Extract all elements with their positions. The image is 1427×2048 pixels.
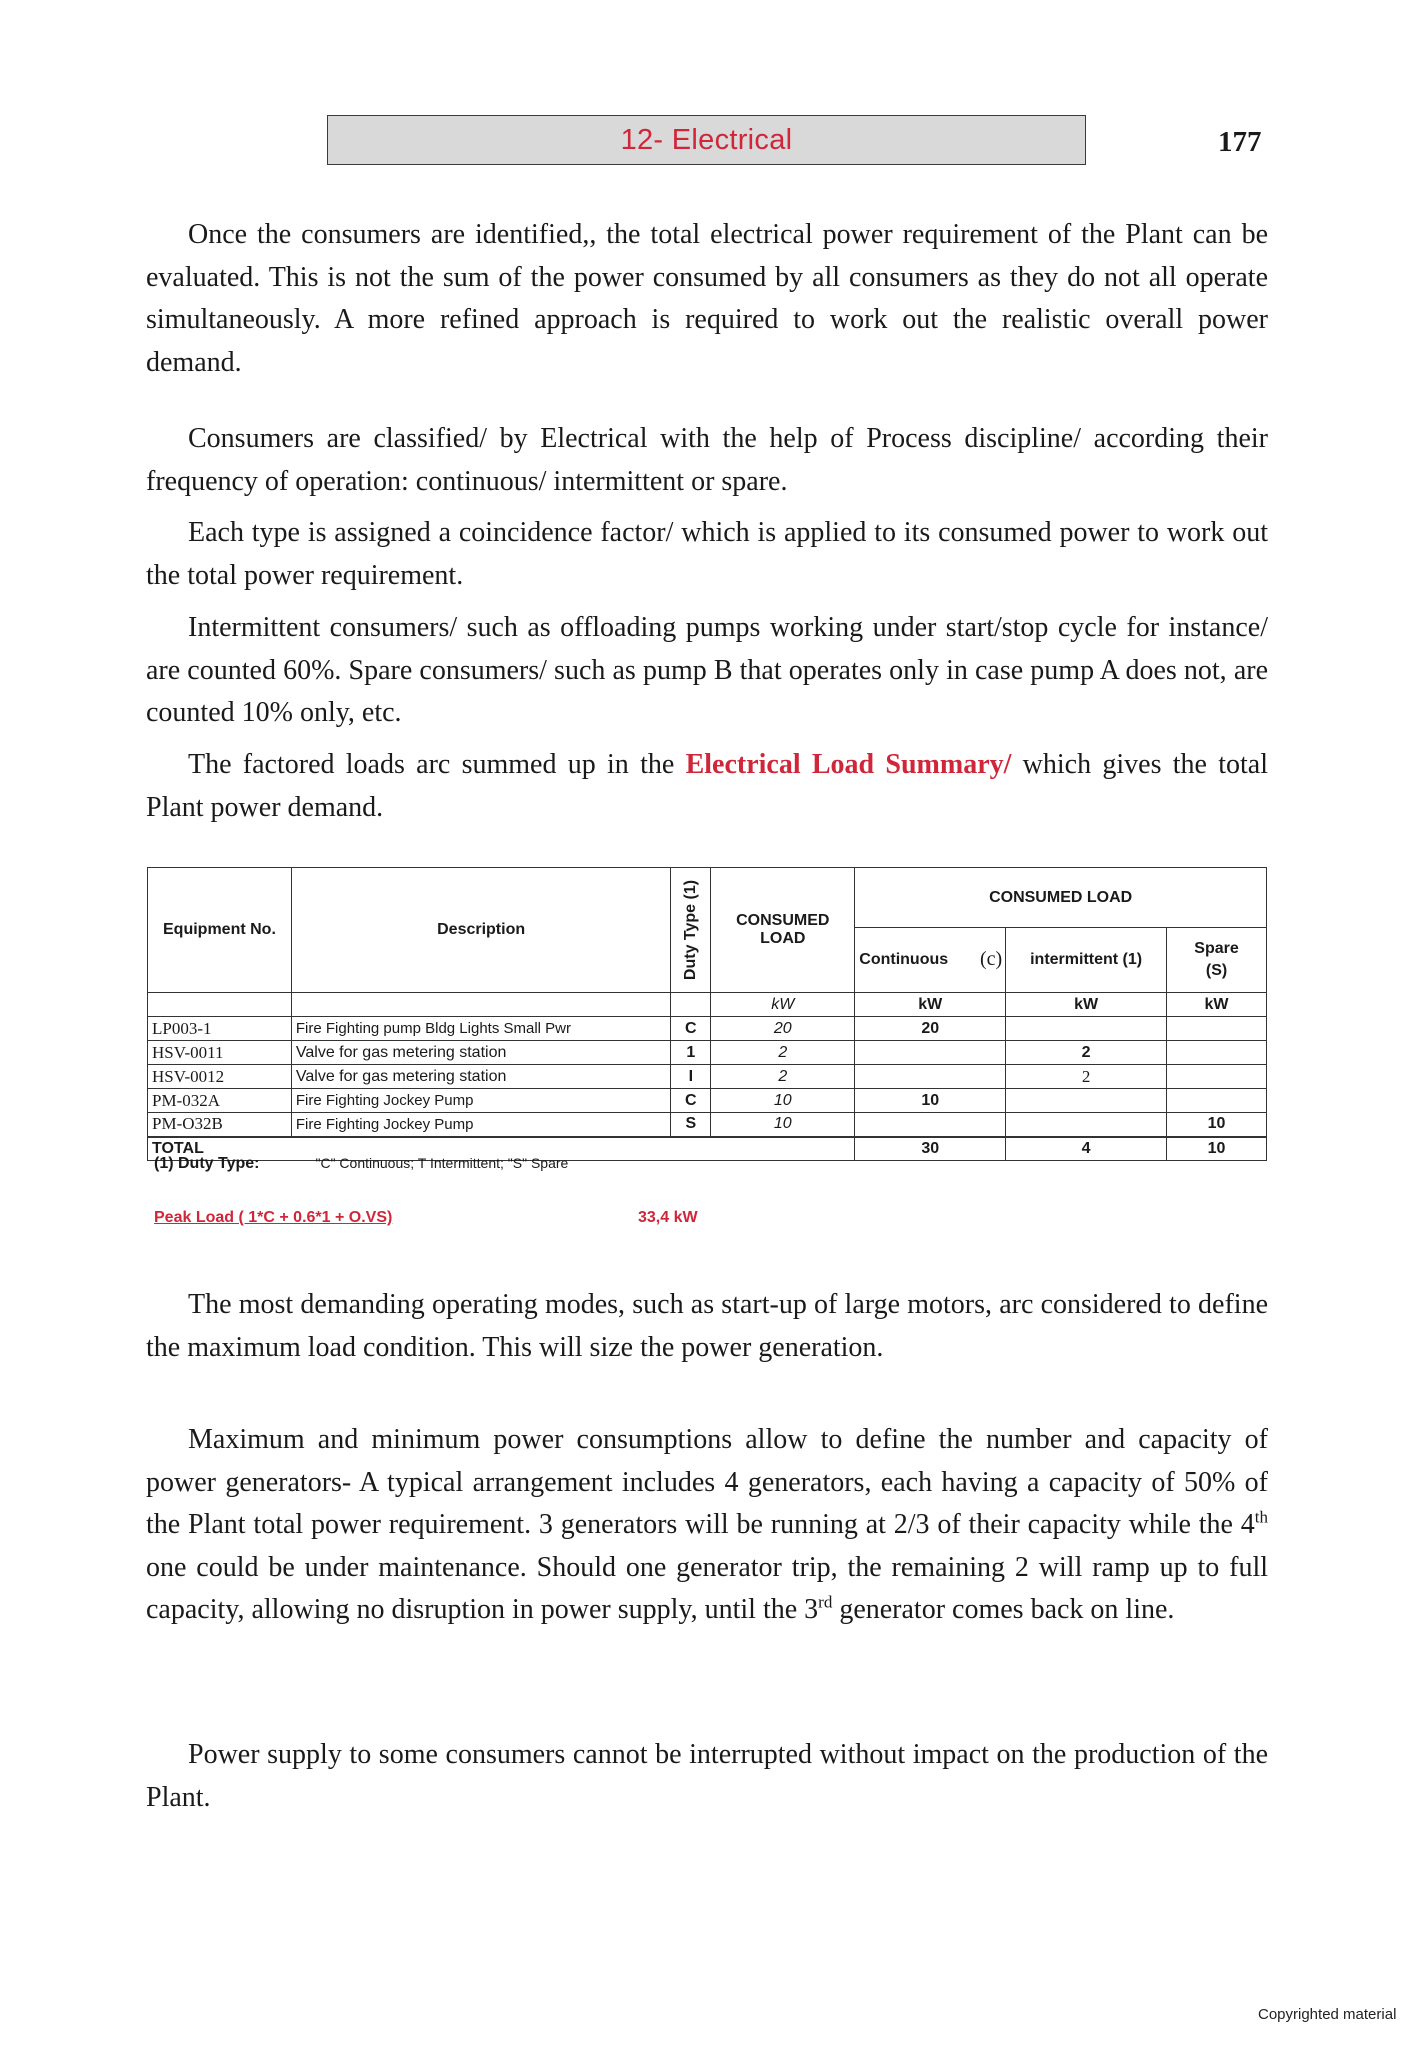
table-header-row-1 [148,868,1267,928]
description: Fire Fighting pump Bldg Lights Small Pwr [291,1017,670,1041]
header-duty-type [671,868,711,993]
page-number: 177 [1218,126,1262,158]
continuous-load: 20 [855,1017,1006,1041]
table-row [148,1041,1267,1065]
paragraph-6: The most demanding operating modes, such as start-up of large motors, arc considered to define the maximum load condition. This will size the power generation. [146,1289,1268,1363]
header-duty-type-label: Duty Type (1) [681,879,699,981]
chapter-header [327,115,1086,165]
consumed-load: 20 [711,1017,855,1041]
unit-spare: kW [1167,993,1267,1017]
table-row [148,1089,1267,1113]
continuous-load [855,1113,1006,1137]
description: Valve for gas metering station [291,1065,670,1089]
table-units-row [148,993,1267,1017]
duty-type-footnote [154,1155,568,1173]
header-continuous-label: Continuous [859,951,949,968]
header-intermittent: intermittent (1) [1006,928,1167,993]
paragraph-5-before: The factored loads arc summed up in the [188,749,686,780]
continuous-load: 10 [855,1089,1006,1113]
intermittent-load [1006,1089,1167,1113]
spare-load [1167,1089,1267,1113]
electrical-load-summary-highlight: Electrical Load Summary/ [685,749,1012,780]
description: Fire Fighting Jockey Pump [291,1113,670,1137]
consumed-load: 10 [711,1113,855,1137]
duty-type: C [671,1017,711,1041]
unit-empty [148,993,292,1017]
duty-type: C [671,1089,711,1113]
intermittent-load: 2 [1006,1041,1167,1065]
header-c-mark: (c) [979,948,1003,970]
table-row [148,1113,1267,1137]
header-continuous [855,928,1006,993]
paragraph-7-part-b: one could be under maintenance. Should one generator trip, the remaining 2 will ramp up to full capacity, allowing no disruption in power supply, until the 3 [146,1551,1268,1625]
spare-load: 10 [1167,1113,1267,1137]
paragraph-4: Intermittent consumers/ such as offloading pumps working under start/stop cycle for instance/ are counted 60%. Spare consumers/ such as pump B that operates only in case pump A does not, are counted 10% only, etc. [146,612,1268,728]
paragraph-7-part-a: Maximum and minimum power consumptions allow to define the number and capacity of power generators- A typical arrangement includes 4 generators, each having a capacity of 50% of the Plant total power requirement. 3 generators will be running at 2/3 of their capacity while the 4 [146,1424,1268,1540]
paragraph-8: Power supply to some consumers cannot be interrupted without impact on the production of the Plant. [146,1739,1268,1813]
consumed-load: 10 [711,1089,855,1113]
superscript-rd: rd [818,1592,833,1612]
duty-type: 1 [671,1041,711,1065]
header-spare-s: (S) [1205,962,1228,979]
superscript-th: th [1254,1507,1268,1527]
equipment-no: HSV-0011 [148,1041,292,1065]
footnote-label: (1) Duty Type: [154,1155,260,1172]
description: Valve for gas metering station [291,1041,670,1065]
copyright-notice: Copyrighted material [1258,2006,1397,2023]
continuous-load [855,1065,1006,1089]
table-row [148,1065,1267,1089]
intermittent-load [1006,1017,1167,1041]
spare-load [1167,1065,1267,1089]
total-spare: 10 [1167,1137,1267,1161]
unit-consumed: kW [711,993,855,1017]
unit-intermittent: kW [1006,993,1167,1017]
total-intermittent: 4 [1006,1137,1167,1161]
chapter-title: 12- Electrical [620,123,793,156]
unit-empty [291,993,670,1017]
paragraph-7-part-c: generator comes back on line. [832,1594,1175,1625]
equipment-no: PM-032A [148,1089,292,1113]
duty-type: I [671,1065,711,1089]
spare-load [1167,1017,1267,1041]
footnote-text: "C" Continuous; T Intermittent; "S" Spare [315,1155,569,1171]
continuous-load [855,1041,1006,1065]
table-row [148,1017,1267,1041]
equipment-no: HSV-0012 [148,1065,292,1089]
total-continuous: 30 [855,1137,1006,1161]
consumed-load: 2 [711,1041,855,1065]
header-description: Description [291,868,670,993]
peak-load-value: 33,4 kW [638,1209,698,1226]
consumed-load: 2 [711,1065,855,1089]
electrical-load-table [147,867,1267,1161]
unit-continuous: kW [855,993,1006,1017]
paragraph-1: Once the consumers are identified,, the total electrical power requirement of the Plant can be evaluated. This is not the sum of the power consumed by all consumers as they do not all operate simultaneously. A more refined approach is required to work out the realistic overall power demand. [146,219,1268,378]
header-consumed-load-group: CONSUMED LOAD [855,868,1267,928]
paragraph-5 [146,744,1268,829]
paragraph-7 [146,1419,1268,1632]
header-spare [1167,928,1267,993]
header-spare-label: Spare [1194,940,1239,957]
unit-empty [671,993,711,1017]
duty-type: S [671,1113,711,1137]
paragraph-2: Consumers are classified/ by Electrical with the help of Process discipline/ according their frequency of operation: continuous/ intermittent or spare. [146,423,1268,497]
paragraph-5-after: which gives the total Plant power demand. [146,749,1268,823]
equipment-no: PM-O32B [148,1113,292,1137]
spare-load [1167,1041,1267,1065]
description: Fire Fighting Jockey Pump [291,1089,670,1113]
paragraph-3: Each type is assigned a coincidence factor/ which is applied to its consumed power to work out the total power requirement. [146,517,1268,591]
header-consumed-load: CONSUMED LOAD [711,868,855,993]
peak-load-label: Peak Load ( 1*C + 0.6*1 + O.VS) [154,1209,393,1226]
equipment-no: LP003-1 [148,1017,292,1041]
total-label: TOTAL [148,1137,855,1161]
intermittent-load: 2 [1006,1065,1167,1089]
intermittent-load [1006,1113,1167,1137]
header-equipment: Equipment No. [148,868,292,993]
